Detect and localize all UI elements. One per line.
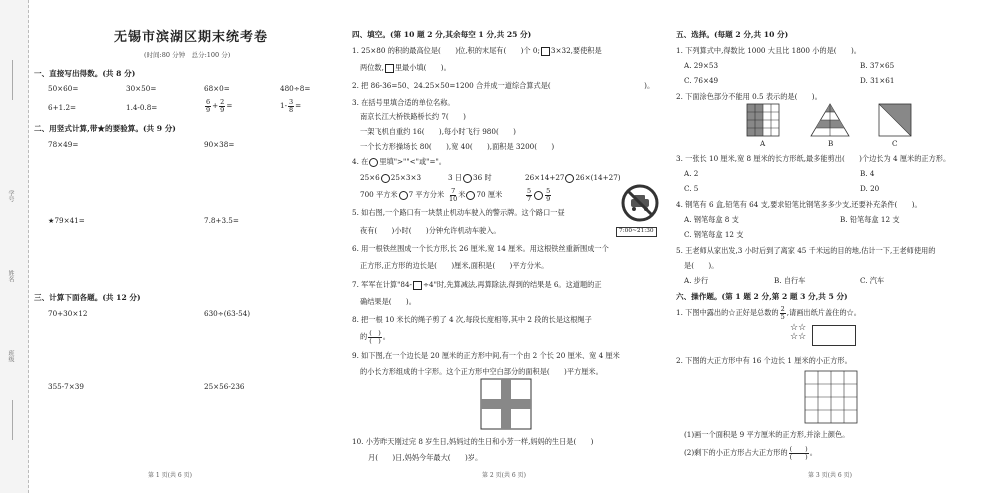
blank-circle (466, 191, 475, 200)
no-vehicle-sign-icon (620, 183, 660, 223)
option: B. 铅笔每盒 12 支 (840, 215, 900, 224)
option: A (760, 139, 766, 148)
fraction: $\frac{3}{8}$ (289, 98, 294, 114)
binding-label-id: 学号 (7, 190, 14, 202)
paper-cover-rect (812, 325, 856, 346)
option: B (828, 139, 834, 148)
question-line: 2. 下面涂色部分不能用 0.5 表示的是( )。 (676, 92, 822, 101)
page-3 (670, 0, 992, 493)
calc-item: 25×56-236 (204, 382, 245, 391)
question-line: 7. 军军在计算"84- ÷4"时,先算减法,再算除法,得到的结果是 6。这道题的正 (352, 280, 602, 289)
question-line: 确结果是( )。 (360, 297, 416, 306)
page-footer: 第 2 页(共 6 页) (482, 472, 526, 479)
question-line: 的小长方形组成的十字形。这个正方形中空白部分的面积是( )平方厘米。 (360, 367, 603, 376)
question-line: (2)剩下的小正方形占大正方形的 $\frac{( )}{( )}$ 。 (684, 445, 817, 461)
blank-circle (399, 191, 408, 200)
section-heading: 四、填空。(第 10 题 2 分,其余每空 1 分,共 25 分) (352, 30, 532, 39)
question-line: 一架飞机自重约 16( ),每小时飞行 980( ) (360, 127, 516, 136)
question-line: 夜有( )小时( )分钟允许机动车驶入。 (360, 226, 501, 235)
fraction: $\frac{7}{10}$ (449, 187, 458, 203)
blank-circle (463, 174, 472, 183)
blank-circle (565, 174, 574, 183)
option: B. 37×65 (860, 61, 895, 70)
question-line: 2. 把 86-36=50、24.25×50=1200 合并成一道综合算式是( )。 (352, 81, 655, 90)
blank-circle (369, 158, 378, 167)
question-line: 4. 在 里填">""<"或"="。 (352, 157, 446, 166)
question-line: 一个长方形操场长 80( ),宽 40( ),面积是 3200( ) (360, 142, 555, 151)
option: B. 4 (860, 169, 875, 178)
calc-item: 1.4-0.8= (126, 103, 158, 112)
shaded-square-figure-c (878, 103, 912, 137)
fraction-expression: 1- $\frac{3}{8}$ = (280, 98, 302, 114)
question-line: 两位数, 里最小填( )。 (360, 63, 451, 72)
question-line: 6. 用一根铁丝围成一个长方形,长 26 厘米,宽 14 厘米。用这根铁丝重新围成一个 (352, 244, 609, 253)
option: B. 自行车 (774, 276, 806, 285)
calc-item: 70+30×12 (48, 309, 88, 318)
question-line: 正方形,正方形的边长是( )厘米,面积是( )平方分米。 (360, 261, 549, 270)
option: A. 钢笔每盒 8 支 (684, 215, 739, 224)
calc-item: 78×49= (48, 140, 79, 149)
question-line: 9. 如下图,在一个边长是 20 厘米的正方形中间,有一个由 2 个长 20 厘米、宽 4 厘米 (352, 351, 620, 360)
calc-item: 90×38= (204, 140, 235, 149)
question-line: 是( )。 (684, 261, 719, 270)
page-footer: 第 3 页(共 6 页) (808, 472, 852, 479)
section-heading: 二、用竖式计算,带★的要验算。(共 9 分) (34, 124, 176, 133)
calc-item: 7.8+3.5= (204, 216, 239, 225)
question-line: 1. 下图中露出的☆正好是总数的 $\frac{2}{5}$ ,请画出纸片盖住的☆。 (676, 305, 861, 321)
compare-item: $\frac{7}{10}$ 米 70 厘米 (449, 187, 503, 203)
option: D. 20 (860, 184, 880, 193)
option: C. 76×49 (684, 76, 719, 85)
question-line: 2. 下图的大正方形中有 16 个边长 1 厘米的小正方形。 (676, 356, 852, 365)
question-line: 5. 王老师从家出发,3 小时后到了离家 45 千米远的目的地,估计一下,王老师使用的 (676, 246, 936, 255)
fraction: $\frac{2}{9}$ (220, 98, 225, 114)
calc-item: 355-7×39 (48, 382, 84, 391)
binding-line (12, 400, 13, 440)
calc-item: 480÷8= (280, 84, 311, 93)
option: A. 步行 (684, 276, 709, 285)
shaded-triangle-figure-b (810, 103, 850, 137)
question-line: 3. 在括号里填合适的单位名称。 (352, 98, 455, 107)
shaded-grid-figure-a (746, 103, 780, 137)
blank-fraction: $\frac{( )}{( )}$ (369, 329, 381, 345)
compare-item (525, 188, 552, 202)
section-heading: 五、选择。(每题 2 分,共 10 分) (676, 30, 789, 39)
calc-item: 630÷(63-54) (204, 309, 251, 318)
cross-figure (480, 378, 532, 430)
binding-label-name: 姓名 (7, 270, 14, 282)
question-line: 1. 25×80 的积的最高位是( )位,积的末尾有( )个 0; 3×32,要使积是 (352, 46, 602, 55)
calc-item: ★79×41= (48, 216, 85, 225)
blank-fraction: $\frac{( )}{( )}$ (789, 445, 808, 461)
question-line: (1)画一个面积是 9 平方厘米的正方形,并涂上颜色。 (684, 430, 850, 439)
question-line: 南京长江大桥铁路桥长约 7( ) (360, 112, 466, 121)
page-footer: 第 1 页(共 6 页) (148, 472, 192, 479)
compare-item: 25×6 25×3×3 (360, 173, 422, 182)
compare-item: 700 平方米 7 平方分米 (360, 190, 445, 199)
star-icon: ☆☆ ☆☆ (790, 323, 807, 342)
page-1 (34, 0, 330, 493)
blank-box (413, 281, 422, 290)
section-heading: 一、直接写出得数。(共 8 分) (34, 69, 136, 78)
question-line: 10. 小芳昨天刚过完 8 岁生日,妈妈过的生日和小芳一样,妈妈的生日是( ) (352, 437, 594, 446)
blank-circle (381, 174, 390, 183)
blank-box (541, 47, 550, 56)
page-subtitle: (时间:80 分钟 总分:100 分) (144, 51, 231, 59)
option: C. 汽车 (860, 276, 885, 285)
fraction-expression: $\frac{6}{9}$ + $\frac{2}{9}$ = (206, 98, 233, 114)
compare-item: 3 日 36 时 (448, 173, 492, 182)
page-title: 无锡市滨湖区期末统考卷 (114, 30, 269, 45)
fraction: $\frac{6}{9}$ (206, 98, 211, 114)
option: A. 2 (684, 169, 699, 178)
fraction: $\frac{5}{9}$ (546, 187, 551, 203)
question-line: 1. 下列算式中,得数比 1000 大且比 1800 小的是( )。 (676, 46, 861, 55)
section-heading: 三、计算下面各题。(共 12 分) (34, 293, 141, 302)
question-line: 3. 一张长 10 厘米,宽 8 厘米的长方形纸,最多能剪出( )个边长为 4 厘米的正方形。 (676, 154, 951, 163)
option: C. 钢笔每盒 12 支 (684, 230, 744, 239)
option: C. 5 (684, 184, 699, 193)
question-line: 4. 钢笔有 6 盒,铅笔有 64 支,要求铅笔比钢笔多多少支,还要补充条件( )。 (676, 200, 922, 209)
fraction: $\frac{5}{7}$ (527, 187, 532, 203)
question-line: 8. 把一根 10 米长的绳子剪了 4 次,每段长度相等,其中 2 段的长是这根绳子 (352, 315, 592, 324)
calc-item: 6+1.2= (48, 103, 77, 112)
question-line: 月( )日,妈妈今年最大( )岁。 (368, 453, 483, 462)
sign-time-plate: 7:00~21:30 (616, 227, 657, 237)
binding-label-class: 班级 (7, 350, 14, 362)
option: D. 31×61 (860, 76, 895, 85)
calc-item: 30×50= (126, 84, 157, 93)
option: A. 29×53 (684, 61, 719, 70)
binding-margin (0, 0, 29, 493)
grid-4x4-figure (804, 370, 858, 424)
question-line: 5. 如右图,一个路口有一块禁止机动车驶入的警示牌。这个路口一昼 (352, 208, 565, 217)
option: C (892, 139, 898, 148)
blank-circle (534, 191, 543, 200)
binding-line (12, 60, 13, 100)
section-heading: 六、操作题。(第 1 题 2 分,第 2 题 3 分,共 5 分) (676, 292, 848, 301)
question-line: 的 $\frac{( )}{( )}$ 。 (360, 329, 390, 345)
calc-item: 68×0= (204, 84, 230, 93)
calc-item: 50×60= (48, 84, 79, 93)
page-2 (340, 0, 658, 493)
fraction: $\frac{2}{5}$ (780, 305, 785, 321)
blank-box (385, 64, 394, 73)
compare-item: 26×14+27 26×(14+27) (525, 173, 621, 182)
